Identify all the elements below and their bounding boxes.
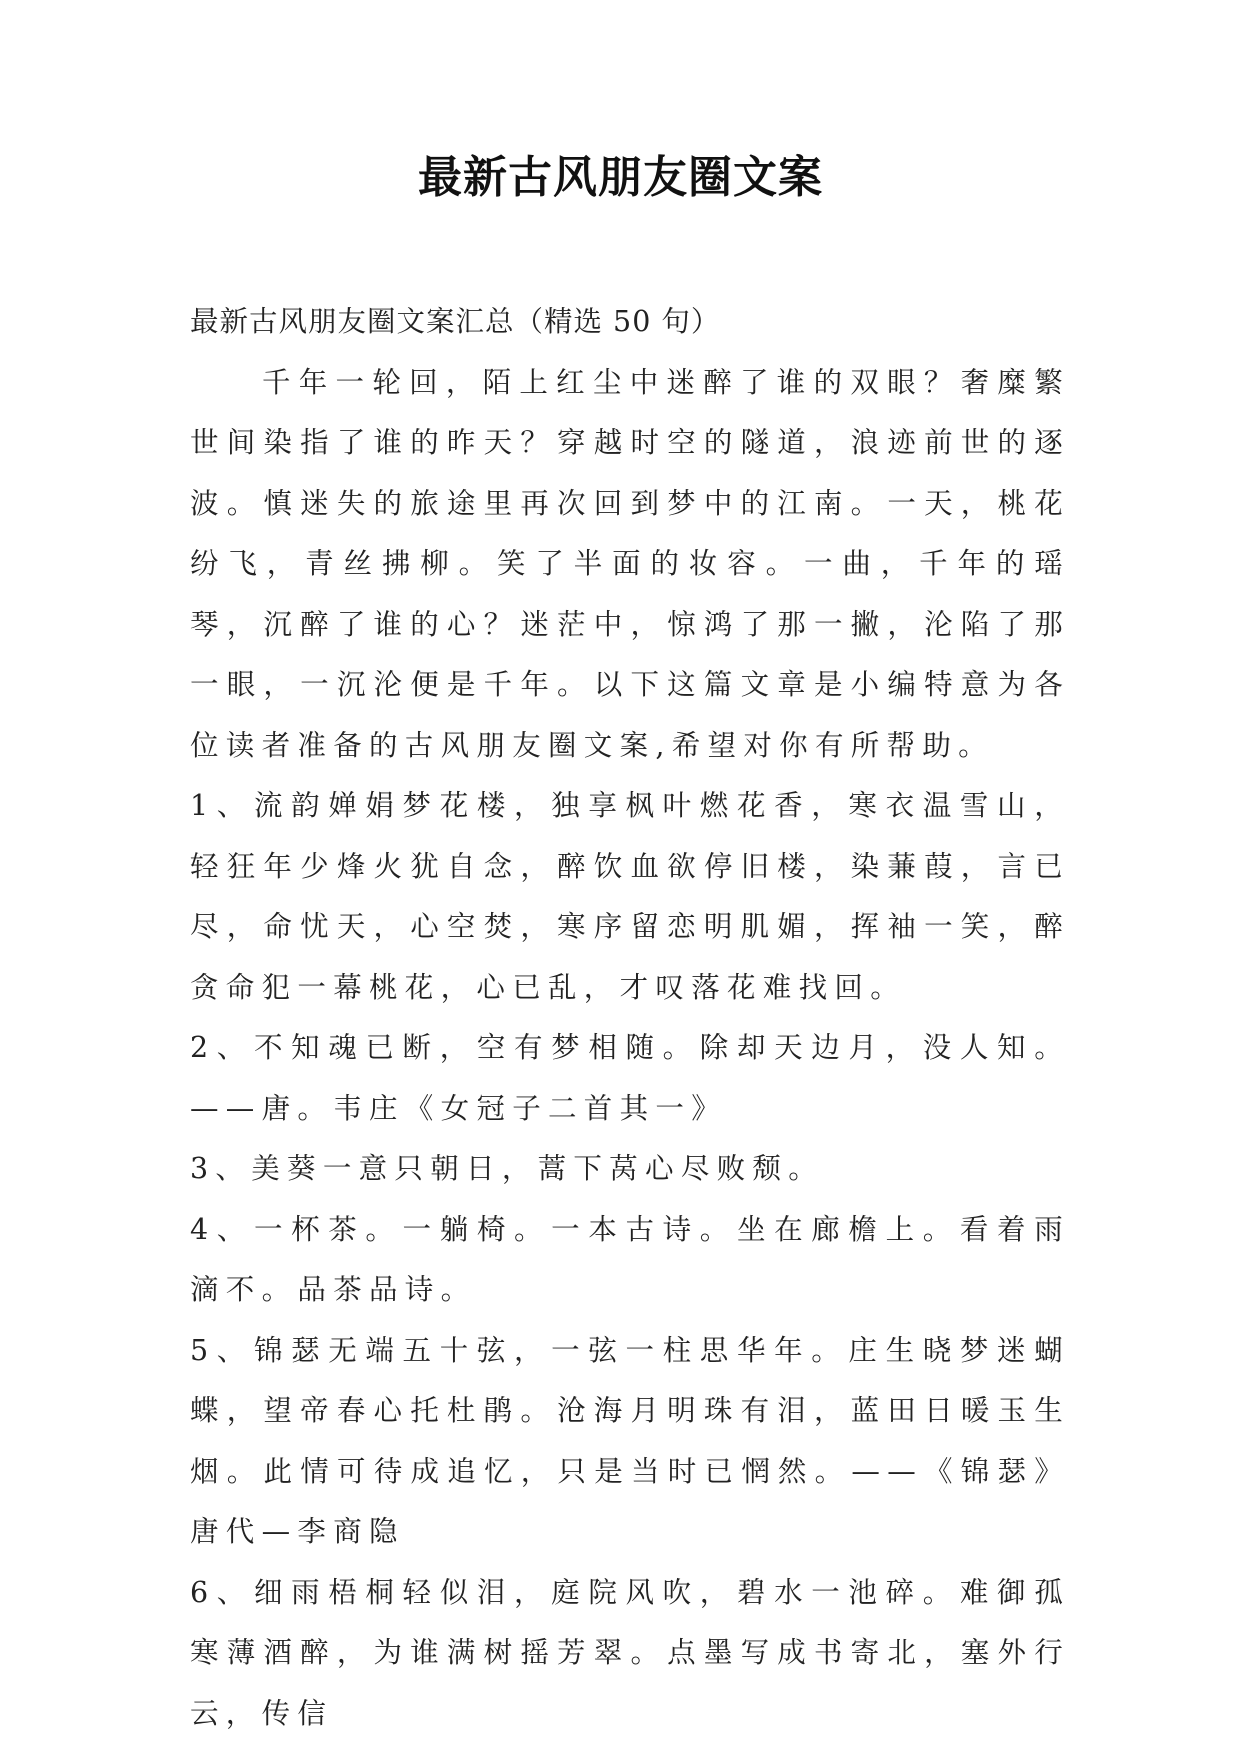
list-item: 5、锦瑟无端五十弦，一弦一柱思华年。庄生晓梦迷蝴蝶，望帝春心托杜鹃。沧海月明珠有泪，蓝田日暖玉生烟。此情可待成追忆，只是当时已惘然。——《锦瑟》唐代—李商隐	[190, 1333, 1070, 1548]
list-item: 1、流韵婵娟梦花楼，独享枫叶燃花香，寒衣温雪山，轻狂年少烽火犹自念，醉饮血欲停旧楼，染蒹葭，言已尽，命忧天，心空焚，寒序留恋明肌媚，挥袖一笑，醉贪命犯一幕桃花，心已乱，才叹落花难找回。	[190, 789, 1070, 1004]
intro-paragraph: 千年一轮回，陌上红尘中迷醉了谁的双眼？奢糜繁世间染指了谁的昨天？穿越时空的隧道，浪迹前世的逐波。慎迷失的旅途里再次回到梦中的江南。一天，桃花纷飞，青丝拂柳。笑了半面的妆容。一曲，千年的瑶琴，沉醉了谁的心？迷茫中，惊鸿了那一撇，沦陷了那一眼，一沉沦便是千年。以下这篇文章是小编特意为各位读者准备的古风朋友圈文案,希望对你有所帮助。	[190, 365, 1070, 762]
list-item: 6、细雨梧桐轻似泪，庭院风吹，碧水一池碎。难御孤寒薄酒醉，为谁满树摇芳翠。点墨写成书寄北，塞外行云，传信	[190, 1575, 1070, 1730]
document-title: 最新古风朋友圈文案	[418, 152, 823, 203]
list-item: 2、不知魂已断，空有梦相随。除却天边月，没人知。——唐。韦庄《女冠子二首其一》	[190, 1031, 1070, 1125]
list-item: 3、美葵一意只朝日，蒿下莴心尽败颓。	[190, 1152, 825, 1185]
document-body	[190, 292, 1070, 1744]
document-subtitle: 最新古风朋友圈文案汇总（精选 50 句）	[190, 305, 721, 338]
list-item: 4、一杯茶。一躺椅。一本古诗。坐在廊檐上。看着雨滴不。品茶品诗。	[190, 1212, 1070, 1306]
